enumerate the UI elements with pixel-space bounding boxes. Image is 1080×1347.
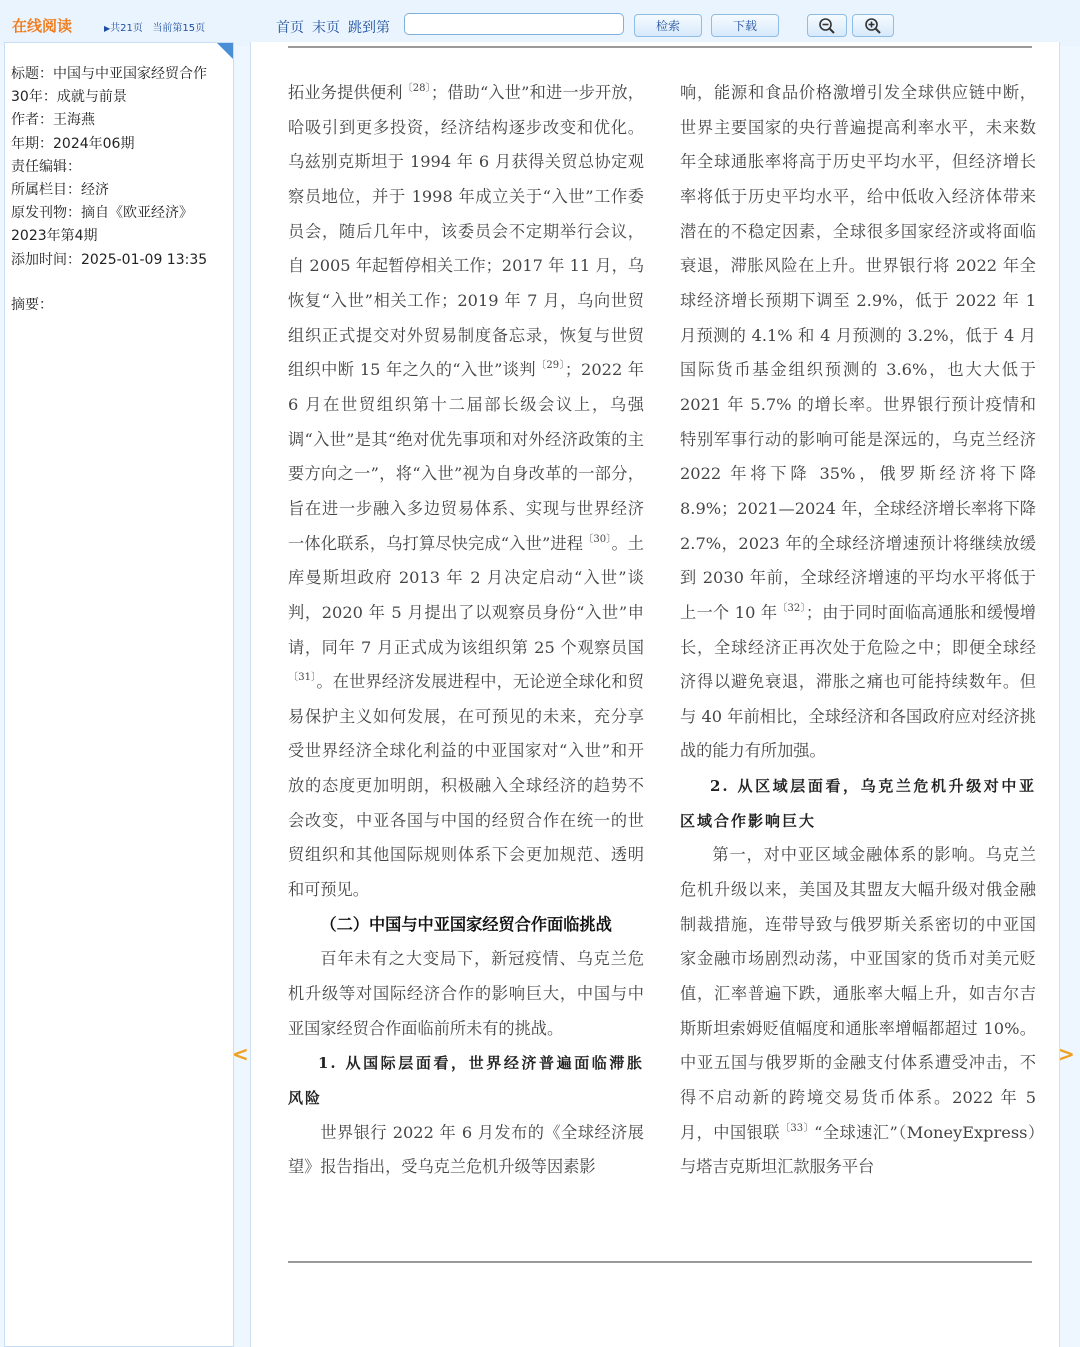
- citation: 〔29〕: [535, 360, 565, 372]
- citation: 〔31〕: [288, 672, 317, 684]
- subsection-heading: 2. 从区域层面看，乌克兰危机升级对中亚区域合作影响巨大: [680, 777, 1036, 830]
- paragraph: 拓业务提供便利$^{〔28〕}$；借助“入世”和进一步开放，哈吸引到更多投资，经济结构逐步改变和优化。乌兹别克斯坦于 1994 年 6 月获得关贸总协定观察员地位，并于 1998 年成立关于“入世”工作委员会，随后几年中，该委员会不定期举行会议，自 2005 年起暂停相关工作；2017 年 11 月，乌恢复“入世”相关工作；2019 年 7 月，乌向世贸组织正式提交对外贸易制度备忘录，恢复与世贸组织中断 15 年之久的“入世”谈判$^{〔29〕}$；2022 年 6 月在世贸组织第十二届部长级会议上，乌强调“入世”是其“绝对优先事项和对外经济政策的主要方向之一”，将“入世”视为自身改革的一部分，旨在进一步融入多边贸易体系、实现与世界经济一体化联系，乌打算尽快完成“入世”进程$^{〔30〕}$。土库曼斯坦政府 2013 年 2 月决定启动“入世”谈判，2020 年 5 月提出了以观察员身份“入世”申请，同年 7 月正式成为该组织第 25 个观察员国$^{〔31〕}$。在世界经济发展进程中，无论逆全球化和贸易保护主义如何发展，在可预见的未来，充分享受世界经济全球化利益的中亚国家对“入世”和开放的态度更加明朗，积极融入全球经济的趋势不会改变，中亚各国与中国的经贸合作在统一的世贸组织和其他国际规则体系下会更加规范、透明和可预见。: [288, 83, 644, 900]
- search-button[interactable]: 检索: [634, 14, 702, 37]
- paragraph: 世界银行 2022 年 6 月发布的《全球经济展望》报告指出，受乌克兰危机升级等因素影: [288, 1122, 644, 1177]
- zoom-in-icon: [864, 17, 882, 35]
- meta-title-line2: 30年：成就与前景: [11, 89, 127, 106]
- meta-column: 所属栏目：经济: [11, 182, 109, 199]
- page-top-rule: [288, 46, 1032, 48]
- meta-source-line1: 原发刊物：摘自《欧亚经济》: [11, 205, 193, 222]
- top-toolbar: [0, 0, 1080, 46]
- section-heading: （二）中国与中亚国家经贸合作面临挑战: [320, 914, 612, 934]
- page-info: [104, 19, 205, 34]
- paragraph: 百年未有之大变局下，新冠疫情、乌克兰危机升级等对国际经济合作的影响巨大，中国与中亚国家经贸合作面临前所未有的挑战。: [288, 949, 644, 1038]
- next-page-arrow-icon[interactable]: >: [1058, 1042, 1075, 1066]
- citation: 〔32〕: [777, 602, 806, 614]
- app-title: 在线阅读: [12, 17, 73, 35]
- page-nav: [276, 17, 398, 37]
- paragraph: 响，能源和食品价格激增引发全球供应链中断，世界主要国家的央行普遍提高利率水平，未来数年全球通胀率将高于历史平均水平，但经济增长率将低于历史平均水平，给中低收入经济体带来潜在的不稳定因素，全球很多国家经济或将面临衰退，滞胀风险在上升。世界银行将 2022 年全球经济增长预期下调至 2.9%，低于 2022 年 1 月预测的 4.1% 和 4 月预测的 3.2%，低于 4 月国际货币基金组织预测的 3.6%，也大大低于 2021 年 5.7% 的增长率。世界银行预计疫情和特别军事行动的影响可能是深远的，乌克兰经济 2022 年将下降 35%，俄罗斯经济将下降 8.9%；2021—2024 年，全球经济增长率将下降 2.7%，2023 年的全球经济增速预计将继续放缓到 2030 年前，全球经济增速的平均水平将低于上一个 10 年$^{〔32〕}$；由于同时面临高通胀和缓慢增长，全球经济正再次处于危险之中；即便全球经济得以避免衰退，滞胀之痛也可能持续数年。但与 40 年前相比，全球经济和各国政府应对经济挑战的能力有所加强。: [680, 83, 1036, 761]
- citation: 〔33〕: [779, 1122, 815, 1134]
- download-button[interactable]: 下载: [711, 14, 779, 37]
- article-column-left: [288, 76, 644, 1185]
- page-bottom-rule: [288, 1261, 1032, 1263]
- meta-source-line2: 2023年第4期: [11, 228, 98, 245]
- citation: 〔28〕: [402, 83, 431, 94]
- meta-editor: 责任编辑：: [11, 158, 81, 175]
- meta-abstract: 摘要：: [11, 297, 53, 313]
- article-info-panel: [4, 42, 234, 1347]
- jump-to-page-label: 跳到第: [348, 20, 390, 36]
- article-column-right: [680, 76, 1036, 1185]
- previous-page-arrow-icon[interactable]: <: [232, 1042, 249, 1066]
- meta-author: 作者：王海燕: [11, 112, 95, 129]
- play-icon: ▶: [104, 24, 111, 33]
- first-page-link[interactable]: 首页: [276, 20, 304, 36]
- current-page: 当前第15页: [152, 23, 206, 34]
- citation: 〔30〕: [583, 533, 612, 545]
- article-meta: [11, 63, 229, 272]
- last-page-link[interactable]: 末页: [312, 20, 340, 36]
- paragraph: 第一，对中亚区域金融体系的影响。乌克兰危机升级以来，美国及其盟友大幅升级对俄金融制裁措施，连带导致与俄罗斯关系密切的中亚国家金融市场剧烈动荡，中亚国家的货币对美元贬值，汇率普遍下跌，通胀率大幅上升，如吉尔吉斯斯坦索姆贬值幅度和通胀率增幅都超过 10%。中亚五国与俄罗斯的金融支付体系遭受冲击，不得不启动新的跨境交易货币体系。2022 年 5 月，中国银联$^{〔33〕}$“全球速汇”（MoneyExpress）与塔吉克斯坦汇款服务平台: [680, 845, 1037, 1177]
- jump-page-input[interactable]: [404, 13, 624, 35]
- total-pages: 共21页: [110, 23, 143, 34]
- meta-issue: 年期：2024年06期: [11, 135, 135, 152]
- zoom-out-icon: [818, 17, 836, 35]
- meta-title-line1: 标题：中国与中亚国家经贸合作: [11, 66, 207, 82]
- zoom-in-button[interactable]: [852, 14, 894, 37]
- collapse-corner-icon[interactable]: [217, 43, 233, 59]
- meta-added-time: 添加时间：2025-01-09 13:35: [11, 251, 208, 268]
- subsection-heading: 1. 从国际层面看，世界经济普遍面临滞胀风险: [288, 1054, 644, 1108]
- zoom-out-button[interactable]: [807, 14, 847, 37]
